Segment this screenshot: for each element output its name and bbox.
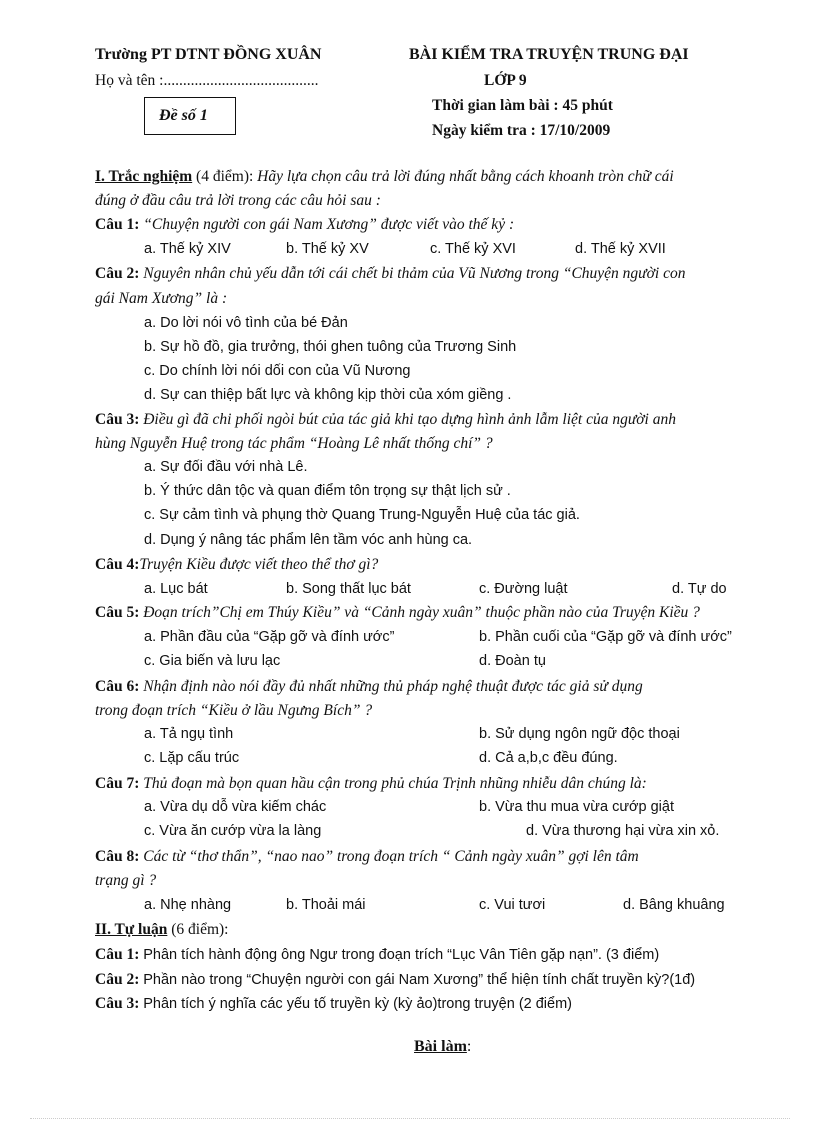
essay-question-1	[95, 946, 659, 964]
part2-heading	[95, 921, 228, 939]
option-5a[interactable]: a. Phần đầu của “Gặp gỡ và đính ước”	[144, 629, 395, 645]
question-label: Câu 7:	[95, 775, 140, 792]
option-7a[interactable]: a. Vừa dụ dỗ vừa kiếm chác	[144, 799, 327, 815]
option-2a[interactable]: a. Do lời nói vô tình của bé Đản	[144, 315, 348, 331]
option-8d[interactable]: d. Bâng khuâng	[623, 897, 725, 913]
question-text: Phân tích hành động ông Ngư trong đoạn trích “Lục Vân Tiên gặp nạn”. (3 điểm)	[143, 947, 660, 963]
option-7b[interactable]: b. Vừa thu mua vừa cướp giật	[479, 799, 674, 815]
part2-title: II. Tự luận	[95, 921, 168, 938]
question-2-cont: gái Nam Xương” là :	[95, 290, 228, 307]
part1-title: I. Trắc nghiệm	[95, 168, 193, 185]
answer-heading-colon: :	[466, 1038, 472, 1055]
question-label: Câu 6:	[95, 678, 140, 695]
option-3d[interactable]: d. Dụng ý nâng tác phẩm lên tầm vóc anh hùng ca.	[144, 532, 473, 548]
option-4a[interactable]: a. Lục bát	[144, 581, 208, 597]
question-label: Câu 3:	[95, 995, 140, 1012]
option-5c[interactable]: c. Gia biến và lưu lạc	[144, 653, 281, 669]
question-7	[95, 775, 647, 793]
option-8c[interactable]: c. Vui tươi	[479, 897, 546, 913]
question-text: Đoạn trích”Chị em Thúy Kiều” và “Cảnh ngày xuân” thuộc phần nào của Truyện Kiều ?	[143, 604, 700, 621]
exam-time: Thời gian làm bài : 45 phút	[432, 97, 613, 114]
question-2	[95, 265, 685, 283]
question-label: Câu 5:	[95, 604, 140, 621]
option-1c[interactable]: c. Thế kỷ XVI	[430, 241, 516, 257]
name-label: Họ và tên :........................................	[95, 72, 319, 89]
question-label: Câu 2:	[95, 265, 140, 282]
question-6	[95, 678, 643, 696]
option-1d[interactable]: d. Thế kỷ XVII	[575, 241, 666, 257]
option-6c[interactable]: c. Lặp cấu trúc	[144, 750, 240, 766]
option-7c[interactable]: c. Vừa ăn cướp vừa la làng	[144, 823, 322, 839]
question-text: “Chuyện người con gái Nam Xương” được viết vào thế kỷ :	[143, 216, 515, 233]
option-3a[interactable]: a. Sự đối đầu với nhà Lê.	[144, 459, 308, 475]
page-bottom-divider	[30, 1118, 790, 1119]
question-1	[95, 216, 514, 234]
question-label: Câu 8:	[95, 848, 140, 865]
option-6a[interactable]: a. Tả ngụ tình	[144, 726, 234, 742]
option-4b[interactable]: b. Song thất lục bát	[286, 581, 411, 597]
question-text: Truyện Kiều được viết theo thể thơ gì?	[139, 556, 379, 573]
question-text: Nguyên nhân chủ yếu dẫn tới cái chết bi thảm của Vũ Nương trong “Chuyện người con	[143, 265, 686, 282]
exam-date: Ngày kiểm tra : 17/10/2009	[432, 122, 611, 139]
answer-heading	[414, 1038, 471, 1056]
question-text: Phân tích ý nghĩa các yếu tố truyền kỳ (kỳ ảo)trong truyện (2 điểm)	[143, 996, 572, 1012]
question-3-cont: hùng Nguyễn Huệ trong tác phẩm “Hoàng Lê nhất thống chí” ?	[95, 435, 493, 452]
question-5	[95, 604, 700, 622]
question-text: Nhận định nào nói đầy đủ nhất những thủ pháp nghệ thuật được tác giả sử dụng	[143, 678, 643, 695]
option-2d[interactable]: d. Sự can thiệp bất lực và không kịp thời của xóm giềng .	[144, 387, 512, 403]
question-text: Điều gì đã chi phối ngòi bút của tác giả khi tạo dựng hình ảnh lẫm liệt của người anh	[143, 411, 676, 428]
essay-question-3	[95, 995, 572, 1013]
option-2b[interactable]: b. Sự hồ đồ, gia trưởng, thói ghen tuông của Trương Sinh	[144, 339, 517, 355]
option-8b[interactable]: b. Thoải mái	[286, 897, 366, 913]
question-text: Phần nào trong “Chuyện người con gái Nam Xương” thể hiện tính chất truyền kỳ?(1đ)	[143, 972, 696, 988]
question-label: Câu 2:	[95, 971, 140, 988]
question-label: Câu 1:	[95, 216, 140, 233]
question-label: Câu 1:	[95, 946, 140, 963]
grade: LỚP 9	[484, 72, 527, 89]
essay-question-2	[95, 971, 695, 989]
option-6d[interactable]: d. Cả a,b,c đều đúng.	[479, 750, 618, 766]
question-text: Các từ “thơ thẩn”, “nao nao” trong đoạn trích “ Cảnh ngày xuân” gợi lên tâm	[143, 848, 639, 865]
option-6b[interactable]: b. Sử dụng ngôn ngữ độc thoại	[479, 726, 680, 742]
option-4c[interactable]: c. Đường luật	[479, 581, 568, 597]
option-5b[interactable]: b. Phần cuối của “Gặp gỡ và đính ước”	[479, 629, 732, 645]
exam-title: BÀI KIỂM TRA TRUYỆN TRUNG ĐẠI	[409, 46, 689, 63]
option-8a[interactable]: a. Nhẹ nhàng	[144, 897, 232, 913]
answer-heading-text: Bài làm	[414, 1038, 467, 1055]
question-text: Thủ đoạn mà bọn quan hầu cận trong phủ chúa Trịnh nhũng nhiễu dân chúng là:	[143, 775, 647, 792]
part2-points: (6 điểm):	[171, 921, 229, 938]
option-1b[interactable]: b. Thế kỷ XV	[286, 241, 369, 257]
part1-instruction-1: Hãy lựa chọn câu trả lời đúng nhất bằng cách khoanh tròn chữ cái	[257, 168, 674, 185]
question-8-cont: trạng gì ?	[95, 872, 157, 889]
question-label: Câu 3:	[95, 411, 140, 428]
option-4d[interactable]: d. Tự do	[672, 581, 727, 597]
exam-code: Đề số 1	[159, 107, 208, 124]
option-3c[interactable]: c. Sự cảm tình và phụng thờ Quang Trung-Nguyễn Huệ của tác giả.	[144, 507, 580, 523]
option-7d[interactable]: d. Vừa thương hại vừa xin xỏ.	[526, 823, 720, 839]
question-3	[95, 411, 676, 429]
option-3b[interactable]: b. Ý thức dân tộc và quan điểm tôn trọng sự thật lịch sử .	[144, 483, 511, 499]
school-name: Trường PT DTNT ĐỒNG XUÂN	[95, 46, 322, 63]
question-6-cont: trong đoạn trích “Kiều ở lầu Ngưng Bích” ?	[95, 702, 373, 719]
part1-instruction-2: đúng ở đầu câu trả lời trong các câu hỏi sau :	[95, 192, 381, 209]
part1-points: (4 điểm):	[196, 168, 254, 185]
question-8	[95, 848, 639, 866]
question-label: Câu 4:	[95, 556, 140, 573]
part1-heading	[95, 168, 674, 186]
option-1a[interactable]: a. Thế kỷ XIV	[144, 241, 231, 257]
question-4	[95, 556, 378, 574]
option-2c[interactable]: c. Do chính lời nói dối con của Vũ Nương	[144, 363, 411, 379]
option-5d[interactable]: d. Đoàn tụ	[479, 653, 546, 669]
exam-code-box	[144, 97, 236, 135]
